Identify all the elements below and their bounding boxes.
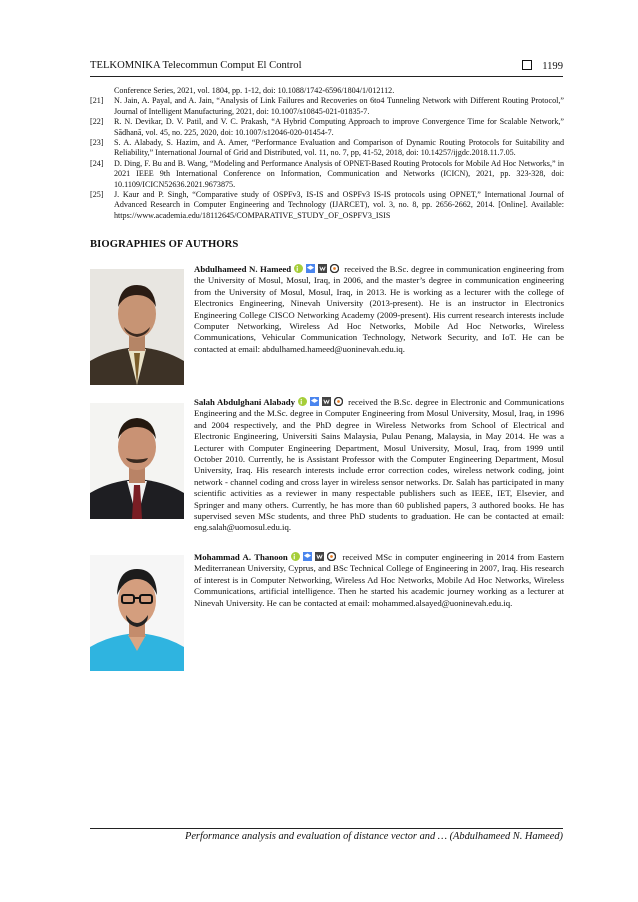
author-name: Salah Abdulghani Alabady <box>194 397 295 407</box>
page-number: 1199 <box>542 61 563 72</box>
google-scholar-icon[interactable] <box>303 552 312 561</box>
page-footer: Performance analysis and evaluation of distance vector and … (Abdulhameed N. Hameed) <box>90 828 563 842</box>
web-of-science-icon[interactable] <box>322 397 331 406</box>
author-icons <box>298 397 349 407</box>
author-bio <box>194 552 564 609</box>
author-bio-text: received MSc in computer engineering in 2014 from Eastern Mediterranean University, Cyprus, and BSc Technical College of Engineering in 2007, Iraq. His research of interest is in Computer Networking, Wireless Ad Hoc Networks, Mobile Ad Hoc Networks, Wireless Communications, artificial intelligence. Then he started his academic journey working as a lecturer at Ninevah University. He can be contacted at email: mohammed.alsayed@uoninevah.edu.iq. <box>194 552 565 608</box>
reference-item: [25] J. Kaur and P. Singh, “Comparative study of OSPFv3, IS-IS and OSPFv3 IS-IS protocols using OPNET,” International Journal of Advanced Research in Computer Engineering and Technology (IJARCET), vol. 3, no. 8, pp. 2656-2662, 2014. [Online]. Available: https://www.academia.edu/18112645/COMPARATIVE_STUDY_OF_OSPFV3_ISIS <box>90 190 564 220</box>
author-bio-text: received the B.Sc. degree in communication engineering from the University of Mosul, Mosul, Iraq, in 2006, and the master’s degree in communication engineering from the University of Mosul, Mosul, Iraq, in 2013. He is working as a lecturer with the college of Electronics Engineering, Ninevah University (2013-present). He is an instructor in Electronics Engineering College CISCO Networking Academy (2009-present). His current research interests include Computer Networking, Wireless Ad Hoc Networks, Mobile Ad Hoc Networks, Wireless Communications, Vehicular Communication Technology, Network Security, and IoT. He can be contacted at email: abdulhamed.hameed@uoninevah.edu.iq. <box>194 264 565 354</box>
reference-item: [24] D. Ding, F. Bu and B. Wang, “Modeling and Performance Analysis of OPNET-Based Routing Protocols for Mobile Ad Hoc Networks,” in 2021 IEEE 9th International Conference on Information, Communication and Networks (ICICN), 2021, pp. 323-328, doi: 10.1109/ICICN52636.2021.9673875. <box>90 158 564 189</box>
reference-item: Conference Series, 2021, vol. 1804, pp. 1-12, doi: 10.1088/1742-6596/1804/1/012112. <box>114 86 395 95</box>
page-number-group <box>522 60 563 72</box>
google-scholar-icon[interactable] <box>310 397 319 406</box>
reference-item: [21] N. Jain, A. Payal, and A. Jain, “Analysis of Link Failures and Recoveries on 6to4 Tunneling Network with Different Routing Protocol,” Journal of Intelligent Manufacturing, 2021, doi: 10.1007/s10845-021-01835-7. <box>90 96 564 116</box>
author-name: Mohammad A. Thanoon <box>194 552 288 562</box>
author-bio <box>194 397 564 534</box>
scopus-icon[interactable] <box>334 397 343 406</box>
reference-item: [22] R. N. Devikar, D. V. Patil, and V. C. Prakash, “A Hybrid Computing Approach to improve Convergence Time for Scalable Network,” Sādhanā, vol. 45, no. 225, 2020, doi: 10.1007/s12046-020-01454-7. <box>90 117 564 137</box>
web-of-science-icon[interactable] <box>318 264 327 273</box>
scopus-icon[interactable] <box>330 264 339 273</box>
author-bio-text: received the B.Sc. degree in Electronic and Communications Engineering and the M.Sc. degree in Computer Engineering from Mosul University, Mosul, Iraq, in 1996 and 2004 respectively, and the PhD degree in Wireless Networks from School of Electrical and Electronic Engineering, Universiti Sains Malaysia, Pulau Penang, Malaysia, in May 2014. He was a Lecturer with Computer Engineering Department, Mosul University, Mosul, Iraq, from 1999 until October 2010. Currently, he is Assistant Professor with the Computer Engineering Department, Mosul University, Iraq. His research interests include error correction codes, wireless network coding, joint network - channel coding and cross layer in wireless sensor networks. Dr. Salah has participated in many scientific activities as a reviewer in many respectable publishers such as IEEE, IET, Elsevier, and Springer and many others. Currently, he has more than 60 published papers, 3 authored books. He has supervised seven MSc students, and three PhD students to graduation. He can be contacted at email: eng.salah@uomosul.edu.iq. <box>194 397 565 533</box>
orcid-icon[interactable] <box>294 264 303 273</box>
orcid-icon[interactable] <box>291 552 300 561</box>
author-photo <box>90 555 184 671</box>
orcid-icon[interactable] <box>298 397 307 406</box>
google-scholar-icon[interactable] <box>306 264 315 273</box>
page-header <box>90 58 563 77</box>
web-of-science-icon[interactable] <box>315 552 324 561</box>
scopus-icon[interactable] <box>327 552 336 561</box>
author-icons <box>294 264 345 274</box>
author-bio <box>194 264 564 355</box>
references-list <box>90 86 564 221</box>
author-photo <box>90 269 184 385</box>
section-title: BIOGRAPHIES OF AUTHORS <box>90 239 239 250</box>
checkbox-icon <box>522 60 532 70</box>
author-photo <box>90 403 184 519</box>
author-icons <box>291 552 342 562</box>
reference-item: [23] S. A. Alabady, S. Hazim, and A. Amer, “Performance Evaluation and Comparison of Dynamic Routing Protocols for Suitability and Reliability,” International Journal of Grid and Distributed, vol. 11, no. 7, pp, 41-52, 2018, doi: 10.14257/ijgdc.2018.11.7.05. <box>90 138 564 158</box>
journal-name: TELKOMNIKA Telecommun Comput El Control <box>90 60 302 71</box>
author-name: Abdulhameed N. Hameed <box>194 264 292 274</box>
